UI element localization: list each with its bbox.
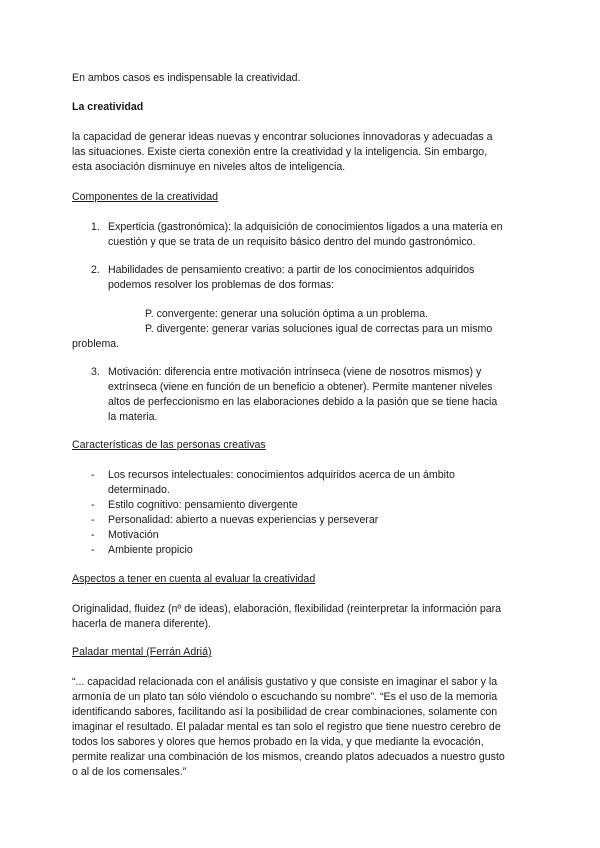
section-heading-creatividad: La creatividad: [72, 101, 144, 113]
sub-item-divergente: P. divergente: generar varias soluciones igual de correctas para un mismo: [145, 323, 493, 335]
bullet-item: Personalidad: abierto a nuevas experiencias y perseverar: [108, 514, 379, 526]
bullet-dash: -: [91, 514, 95, 526]
bullet-dash: -: [91, 529, 95, 541]
bullet-item: Estilo cognitivo: pensamiento divergente: [108, 499, 298, 511]
list-item-line: cuestión y que se trata de un requisito básico dentro del mundo gastronómico.: [108, 236, 476, 248]
section-heading-caracteristicas: Características de las personas creativas: [72, 439, 266, 451]
bullet-dash: -: [91, 544, 95, 556]
paragraph-line: esta asociación disminuye en niveles altos de inteligencia.: [72, 161, 346, 173]
section-heading-paladar: Paladar mental (Ferrán Adriá): [72, 646, 212, 658]
list-number: 2.: [91, 264, 100, 276]
section-heading-componentes: Componentes de la creatividad: [72, 191, 219, 203]
paragraph-line: Originalidad, fluidez (nº de ideas), elaboración, flexibilidad (reinterpretar la información para: [72, 603, 502, 615]
quote-line: permite realizar una combinación de los mismos, creando platos adecuados a nuestro gusto: [72, 751, 505, 763]
paragraph-line: las situaciones. Existe cierta conexión entre la creatividad y la inteligencia. Sin embargo,: [72, 146, 488, 158]
list-number: 1.: [91, 221, 100, 233]
quote-line: armonía de un plato tan sólo viéndolo o escuchando su nombre”. “Es el uso de la memoria: [72, 691, 498, 703]
list-item-line: extrínseca (viene en función de un beneficio a obtener). Permite mantener niveles: [108, 381, 493, 393]
list-item-line: podemos resolver los problemas de dos formas:: [108, 279, 335, 291]
list-item-line: altos de perfeccionismo en las elaboraciones debido a la pasión que se tiene hacia: [108, 396, 498, 408]
bullet-item: Motivación: [108, 529, 159, 541]
bullet-item: Ambiente propicio: [108, 544, 193, 556]
quote-line: “... capacidad relacionada con el análisis gustativo y que consiste en imaginar el sabor y la: [72, 676, 498, 688]
bullet-dash: -: [91, 499, 95, 511]
bullet-item: Los recursos intelectuales: conocimientos adquiridos acerca de un ámbito: [108, 469, 455, 481]
paragraph-line: hacerla de manera diferente).: [72, 618, 211, 630]
list-item-line: Experticia (gastronómica): la adquisición de conocimientos ligados a una materia en: [108, 221, 503, 233]
list-item-line: Motivación: diferencia entre motivación intrínseca (viene de nosotros mismos) y: [108, 366, 482, 378]
sub-item-continuation: problema.: [72, 338, 120, 350]
bullet-item: determinado.: [108, 484, 170, 496]
quote-line: todos los sabores y olores que hemos probado en la vida, y que mediante la evocación,: [72, 736, 484, 748]
intro-text: En ambos casos es indispensable la creatividad.: [72, 72, 301, 84]
quote-line: o al de los comensales.”: [72, 766, 187, 778]
quote-line: imaginar el resultado. El paladar mental es tan solo el registro que tiene nuestro cerebro de: [72, 721, 501, 733]
list-item-line: Habilidades de pensamiento creativo: a partir de los conocimientos adquiridos: [108, 264, 475, 276]
bullet-dash: -: [91, 469, 95, 481]
section-heading-aspectos: Aspectos a tener en cuenta al evaluar la creatividad: [72, 573, 316, 585]
paragraph-line: la capacidad de generar ideas nuevas y encontrar soluciones innovadoras y adecuadas a: [72, 131, 493, 143]
quote-line: identificando sabores, facilitando así la posibilidad de crear combinaciones, solamente con: [72, 706, 498, 718]
sub-item-convergente: P. convergente: generar una solución óptima a un problema.: [145, 308, 429, 320]
list-number: 3.: [91, 366, 100, 378]
list-item-line: la materia.: [108, 411, 158, 423]
